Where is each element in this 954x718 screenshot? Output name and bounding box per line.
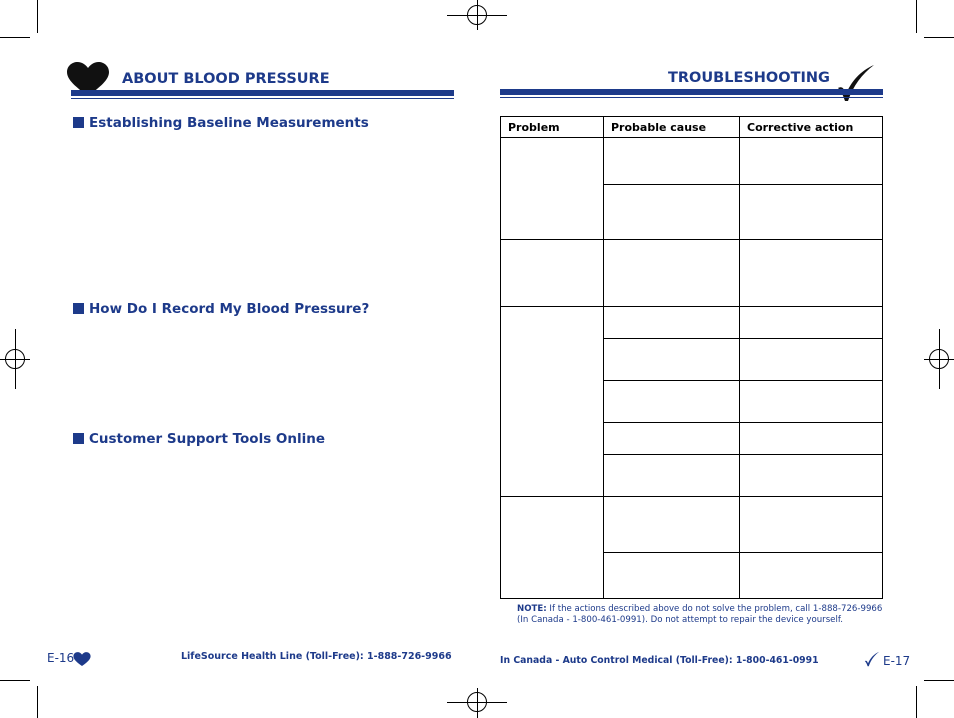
table-cell [501,307,604,497]
crop-mark [916,686,917,718]
header-rule-right-thin [500,97,883,98]
registration-line [939,329,940,389]
header-rule-right [500,89,883,95]
table-cell [604,185,740,240]
table-row [501,138,883,185]
page-number-right: E-17 [883,654,911,668]
section-heading-support: Customer Support Tools Online [73,431,325,447]
table-cell [604,381,740,423]
crop-mark [0,680,30,681]
header-rule-left [71,90,454,96]
header-cause: Probable cause [604,117,740,138]
table-cell [604,138,740,185]
table-cell [740,185,883,240]
table-header-row [501,117,883,138]
troubleshooting-table [500,116,883,599]
page-number-left: E-16 [47,651,75,665]
table-cell [740,138,883,185]
table-cell [740,240,883,307]
page-header-right: TROUBLESHOOTING [668,70,830,86]
page-header-left: ABOUT BLOOD PRESSURE [122,71,330,87]
registration-line [15,329,16,389]
header-action: Corrective action [740,117,883,138]
table-cell [604,497,740,553]
heart-icon [73,652,91,667]
crop-mark [924,680,954,681]
table-cell [501,138,604,240]
section-heading-record: How Do I Record My Blood Pressure? [73,301,369,317]
checkmark-icon [864,651,880,667]
header-problem: Problem [501,117,604,138]
bullet-square-icon [73,117,84,128]
table-cell [501,240,604,307]
table-cell [740,381,883,423]
table-cell [604,339,740,381]
table-cell [740,339,883,381]
bullet-square-icon [73,303,84,314]
table-row [501,240,883,307]
crop-mark [916,0,917,33]
table-cell [501,497,604,599]
table-cell [604,423,740,455]
table-cell [740,307,883,339]
table-cell [604,240,740,307]
table-cell [740,497,883,553]
header-rule-left-thin [71,98,454,99]
table-row [501,307,883,339]
registration-line [477,688,478,718]
note-label: NOTE: [517,604,547,614]
crop-mark [0,37,30,38]
table-cell [740,455,883,497]
table-cell [604,307,740,339]
crop-mark [37,0,38,33]
crop-mark [924,37,954,38]
table-cell [740,553,883,599]
footer-right: In Canada - Auto Control Medical (Toll-Free): 1-800-461-0991 [500,655,819,666]
bullet-square-icon [73,433,84,444]
table-cell [604,455,740,497]
footer-left: LifeSource Health Line (Toll-Free): 1-888-726-9966 [181,651,452,662]
crop-mark [37,686,38,718]
table-cell [604,553,740,599]
note-text: If the actions described above do not solve the problem, call 1-888-726-9966 (In Canada - 1-800-461-0991). Do not attempt to repair the device yourself. [517,604,883,625]
section-heading-baseline: Establishing Baseline Measurements [73,115,369,131]
troubleshooting-note [517,604,892,625]
table-cell [740,423,883,455]
table-row [501,497,883,553]
registration-line [477,0,478,30]
